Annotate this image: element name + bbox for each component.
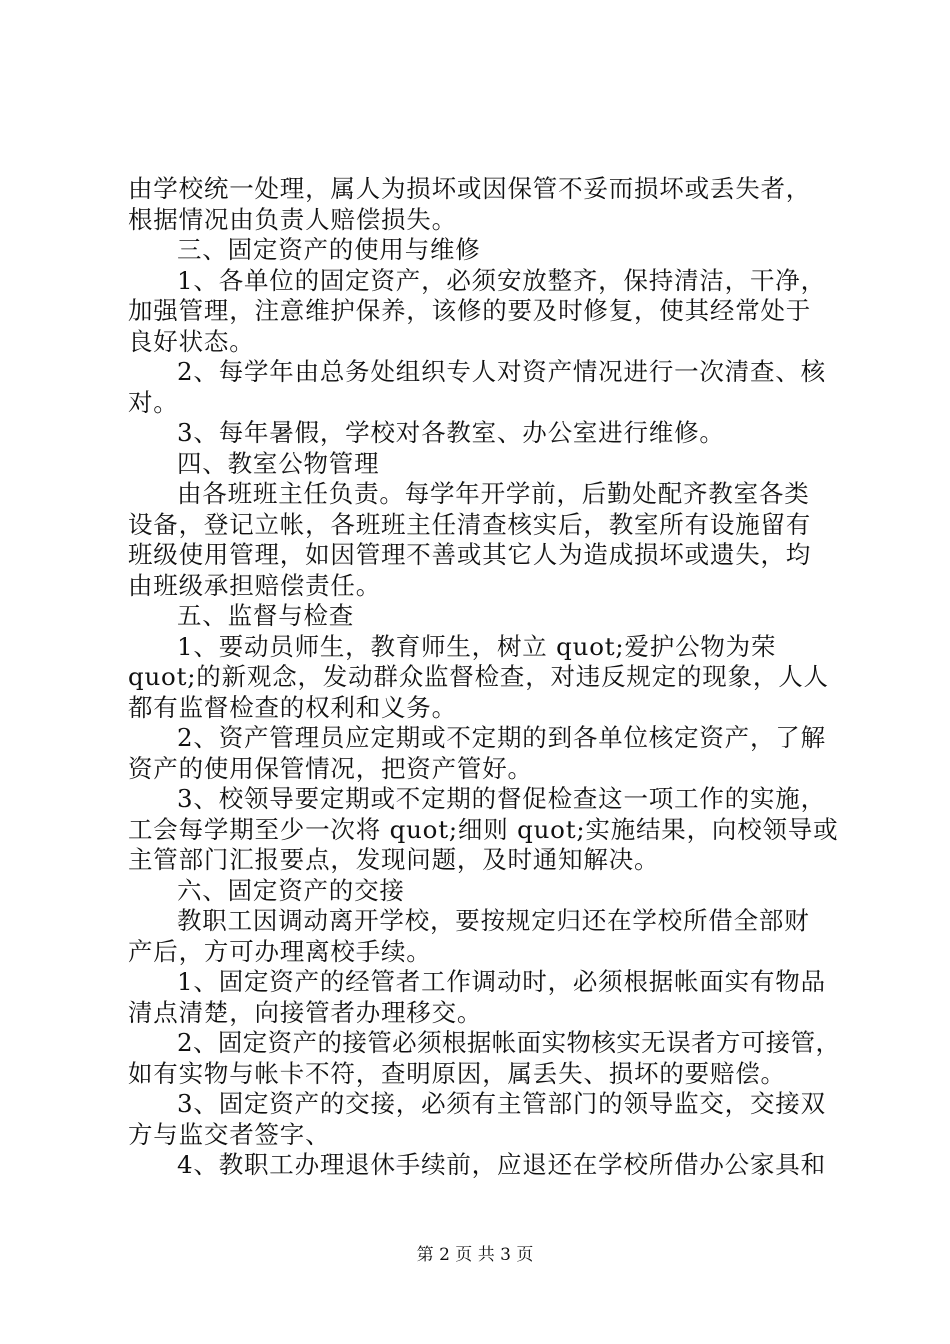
text-line: 1、各单位的固定资产，必须安放整齐，保持清洁，干净，	[177, 265, 826, 295]
text-line: 加强管理，注意维护保养，该修的要及时修复，使其经常处于	[128, 296, 812, 325]
text-line: 良好状态。	[128, 326, 255, 356]
text-line: 由学校统一处理，属人为损坏或因保管不妥而损坏或丢失者，	[128, 174, 812, 203]
text-line: 资产的使用保管情况，把资产管好。	[128, 753, 533, 783]
text-line: 由班级承担赔偿责任。	[128, 570, 381, 600]
text-line: 都有监督检查的权利和义务。	[128, 692, 457, 722]
text-line: 五、监督与检查	[177, 601, 355, 630]
text-line: 2、固定资产的接管必须根据帐面实物核实无误者方可接管，	[177, 1028, 841, 1057]
page-number-label: 第 2 页 共 3 页	[416, 1245, 534, 1265]
text-line: 对。	[128, 387, 179, 417]
text-line: 2、资产管理员应定期或不定期的到各单位核定资产，了解	[177, 723, 826, 752]
text-line: 六、固定资产的交接	[177, 875, 405, 905]
text-line: quot;的新观念，发动群众监督检查，对违反规定的现象，人人	[128, 662, 829, 691]
text-line: 2、每学年由总务处组织专人对资产情况进行一次清查、核	[177, 357, 826, 386]
text-line: 3、校领导要定期或不定期的督促检查这一项工作的实施，	[177, 784, 826, 813]
text-line: 教职工因调动离开学校，要按规定归还在学校所借全部财	[177, 906, 810, 935]
text-line: 根据情况由负责人赔偿损失。	[128, 204, 457, 234]
text-line: 班级使用管理，如因管理不善或其它人为造成损坏或遗失，均	[128, 540, 812, 569]
text-line: 3、固定资产的交接，必须有主管部门的领导监交，交接双	[177, 1089, 826, 1118]
text-line: 设备，登记立帐，各班班主任清查核实后，教室所有设施留有	[128, 509, 812, 539]
text-line: 1、固定资产的经管者工作调动时，必须根据帐面实有物品	[177, 967, 826, 996]
text-line: 1、要动员师生，教育师生，树立 quot;爱护公物为荣	[177, 631, 777, 661]
text-line: 由各班班主任负责。每学年开学前，后勤处配齐教室各类	[177, 479, 810, 508]
text-line: 四、教室公物管理	[177, 448, 380, 478]
text-line: 三、固定资产的使用与维修	[177, 235, 481, 264]
document-body	[128, 174, 840, 1181]
text-line: 工会每学期至少一次将 quot;细则 quot;实施结果，向校领导或	[128, 814, 839, 844]
page-footer	[0, 1244, 950, 1266]
text-line: 产后，方可办理离校手续。	[128, 936, 432, 966]
text-line: 清点清楚，向接管者办理移交。	[128, 997, 483, 1027]
text-line: 如有实物与帐卡不符，查明原因，属丢失、损坏的要赔偿。	[128, 1058, 786, 1088]
text-line: 方与监交者签字、	[128, 1119, 331, 1149]
text-line: 3、每年暑假，学校对各教室、办公室进行维修。	[177, 418, 725, 447]
text-line: 4、教职工办理退休手续前，应退还在学校所借办公家具和	[177, 1150, 826, 1179]
text-line: 主管部门汇报要点，发现问题，及时通知解决。	[128, 845, 660, 874]
